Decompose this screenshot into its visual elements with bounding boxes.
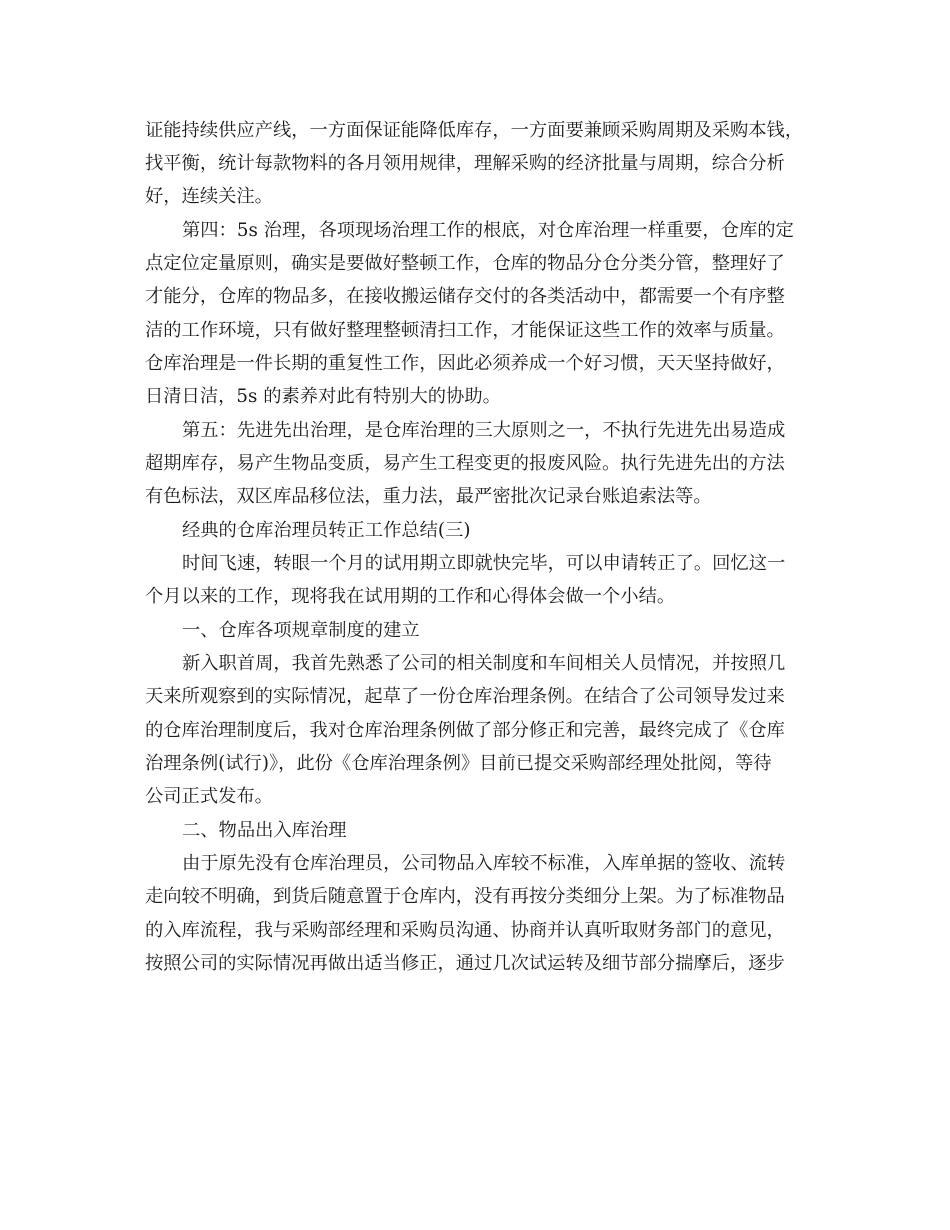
text-line: 仓库治理是一件长期的重复性工作，因此必须养成一个好习惯，天天坚持做好，: [145, 353, 785, 374]
text-line: 天来所观察到的实际情况，起草了一份仓库治理条例。在结合了公司领导发过来: [145, 686, 785, 707]
text-line: 公司正式发布。: [145, 786, 273, 807]
text-line: 第五：先进先出治理，是仓库治理的三大原则之一，不执行先进先出易造成: [182, 420, 786, 441]
subsection-heading: 二、物品出入库治理: [182, 820, 347, 841]
text-line: 按照公司的实际情况再做出适当修正，通过几次试运转及细节部分揣摩后，逐步: [145, 953, 785, 974]
text-line: 第四：5s 治理，各项现场治理工作的根底，对仓库治理一样重要，仓库的定: [182, 220, 794, 241]
text-line: 才能分，仓库的物品多，在接收搬运储存交付的各类活动中，都需要一个有序整: [145, 286, 785, 307]
text-line: 治理条例(试行)》，此份《仓库治理条例》目前已提交采购部经理处批阅，等待: [145, 753, 772, 774]
text-line: 超期库存，易产生物品变质，易产生工程变更的报废风险。执行先进先出的方法: [145, 453, 785, 474]
text-line: 时间飞速，转眼一个月的试用期立即就快完毕，可以申请转正了。回忆这一: [182, 553, 786, 574]
text-line: 的仓库治理制度后，我对仓库治理条例做了部分修正和完善，最终完成了《仓库: [145, 720, 785, 741]
text-line: 洁的工作环境，只有做好整理整顿清扫工作，才能保证这些工作的效率与质量。: [145, 320, 785, 341]
text-line: 有色标法，双区库品移位法，重力法，最严密批次记录台账追索法等。: [145, 486, 712, 507]
text-line: 证能持续供应产线，一方面保证能降低库存，一方面要兼顾采购周期及采购本钱，: [145, 120, 804, 141]
subsection-heading: 一、仓库各项规章制度的建立: [182, 620, 420, 641]
text-line: 新入职首周，我首先熟悉了公司的相关制度和车间相关人员情况，并按照几: [182, 653, 786, 674]
text-line: 找平衡，统计每款物料的各月领用规律，理解采购的经济批量与周期，综合分析: [145, 153, 785, 174]
text-line: 点定位定量原则，确实是要做好整顿工作，仓库的物品分仓分类分管，整理好了: [145, 253, 785, 274]
text-line: 走向较不明确，到货后随意置于仓库内，没有再按分类细分上架。为了标准物品: [145, 886, 785, 907]
text-line: 日清日洁，5s 的素养对此有特别大的协助。: [145, 386, 501, 407]
section-heading: 经典的仓库治理员转正工作总结(三): [182, 520, 471, 541]
text-line: 由于原先没有仓库治理员，公司物品入库较不标准，入库单据的签收、流转: [182, 853, 786, 874]
text-line: 的入库流程，我与采购部经理和采购员沟通、协商并认真听取财务部门的意见，: [145, 920, 785, 941]
text-line: 好，连续关注。: [145, 186, 273, 207]
text-line: 个月以来的工作，现将我在试用期的工作和心得体会做一个小结。: [145, 586, 676, 607]
